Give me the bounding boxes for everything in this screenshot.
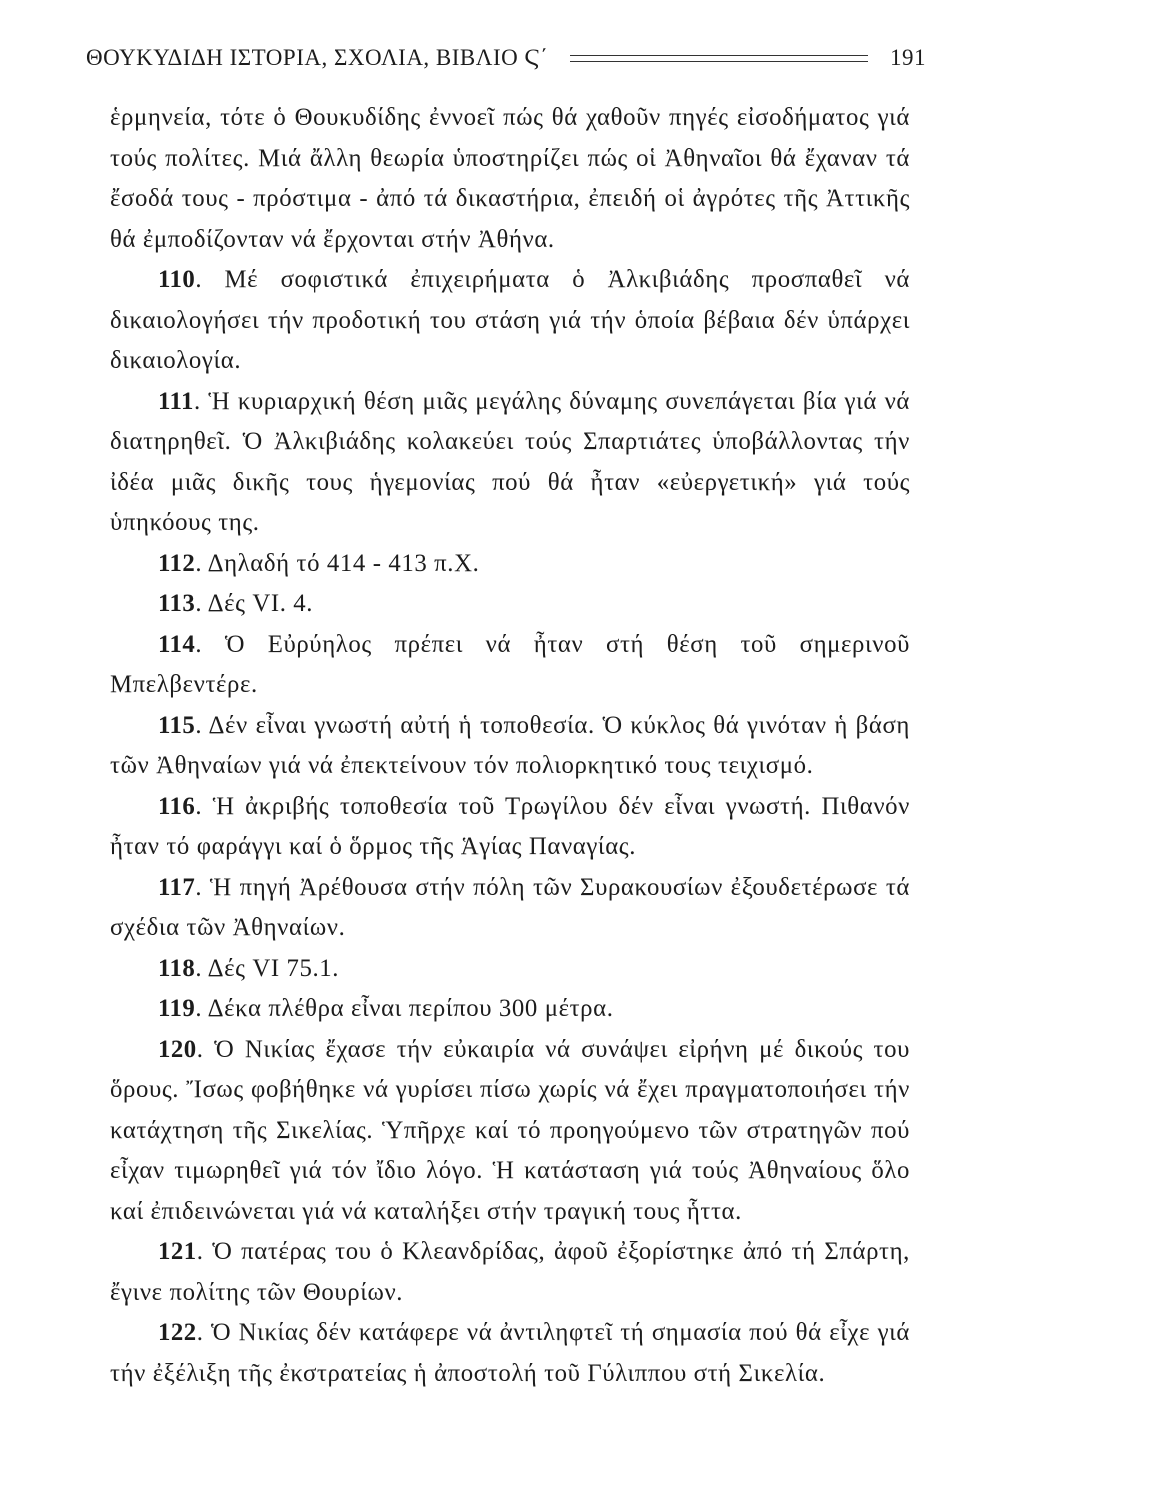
note-111	[110, 382, 910, 544]
note-number: 110	[158, 266, 196, 293]
note-number-dot: .	[195, 711, 209, 739]
note-113	[110, 584, 910, 625]
continued-paragraph: ἑρμηνεία, τότε ὁ Θουκυδίδης ἐννοεῖ πώς θά χαθοῦν πηγές εἰσοδήματος γιά τούς πολίτες. Μιά ἄλλη θεωρία ὑποστηρίζει πώς οἱ Ἀθηναῖοι θά ἔχαναν τά ἔσοδά τους - πρόστιμα - ἀπό τά δικαστήρια, ἐπειδή οἱ ἀγρότες τῆς Ἀττικῆς θά ἐμποδίζονταν νά ἔρχονται στήν Ἀθήνα.	[110, 104, 910, 253]
note-text: Ἡ κυριαρχική θέση μιᾶς μεγάλης δύναμης συνεπάγεται βία γιά νά διατηρηθεῖ. Ὁ Ἀλκιβιάδης κολακεύει τούς Σπαρτιάτες ὑποβάλλοντας τήν ἰδέα μιᾶς δικῆς τους ἡγεμονίας πού θά ἦταν «εὐεργετική» γιά τούς ὑπηκόους της.	[110, 387, 910, 536]
note-121	[110, 1232, 910, 1313]
note-number-dot: .	[196, 1238, 213, 1265]
note-117	[110, 868, 910, 949]
note-text: Δές VI 75.1.	[207, 954, 340, 982]
note-number-dot: .	[195, 873, 210, 901]
note-text: Δέκα πλέθρα εἶναι περίπου 300 μέτρα.	[207, 995, 614, 1022]
page-number: 191	[890, 45, 926, 70]
note-number-dot: .	[196, 1035, 215, 1063]
note-number-dot: .	[195, 549, 208, 577]
note-114	[110, 625, 910, 706]
note-116	[110, 787, 910, 868]
note-119	[110, 989, 910, 1030]
note-number: 112	[158, 549, 196, 577]
note-number-dot: .	[195, 995, 208, 1022]
header-double-rule	[570, 55, 868, 62]
note-number: 116	[158, 792, 196, 820]
note-text: Ὁ Νικίας δέν κατάφερε νά ἀντιληφτεῖ τή σημασία πού θά εἶχε γιά τήν ἐξέλιξη τῆς ἐκστρατείας ἡ ἀποστολή τοῦ Γύλιππου στή Σικελία.	[110, 1319, 910, 1387]
note-number: 114	[158, 630, 196, 658]
note-text: Δές VI. 4.	[207, 590, 314, 617]
note-112	[110, 544, 910, 585]
note-118	[110, 949, 910, 990]
note-number: 119	[158, 995, 196, 1022]
note-number: 115	[158, 711, 196, 739]
note-number-dot: .	[196, 1319, 211, 1346]
note-text: Ὁ πατέρας του ὁ Κλεανδρίδας, ἀφοῦ ἐξορίστηκε ἀπό τή Σπάρτη, ἔγινε πολίτης τῶν Θουρίων.	[110, 1238, 910, 1306]
note-number: 118	[158, 954, 196, 982]
note-text: Ἡ πηγή Ἀρέθουσα στήν πόλη τῶν Συρακουσίων ἐξουδετέρωσε τά σχέδια τῶν Ἀθηναίων.	[110, 873, 910, 941]
note-number-dot: .	[193, 387, 209, 415]
note-number: 111	[158, 387, 194, 415]
note-number: 121	[158, 1238, 197, 1265]
note-115	[110, 706, 910, 787]
note-122	[110, 1313, 910, 1394]
note-text: Ὁ Εὐρύηλος πρέπει νά ἦταν στή θέση τοῦ σημερινοῦ Μπελβεντέρε.	[110, 630, 910, 698]
note-number-dot: .	[195, 590, 208, 617]
notes-body	[110, 98, 910, 1394]
note-text: Δέν εἶναι γνωστή αὐτή ἡ τοποθεσία. Ὁ κύκλος θά γινόταν ἡ βάση τῶν Ἀθηναίων γιά νά ἐπεκτείνουν τόν πολιορκητικό τους τειχισμό.	[110, 711, 910, 779]
note-number: 113	[158, 590, 196, 617]
note-text: Μέ σοφιστικά ἐπιχειρήματα ὁ Ἀλκιβιάδης προσπαθεῖ νά δικαιολογήσει τήν προδοτική του στάση γιά τήν ὁποία βέβαια δέν ὑπάρχει δικαιολογία.	[110, 266, 910, 374]
note-120	[110, 1030, 910, 1233]
running-title: ΘΟΥΚΥΔΙΔΗ ΙΣΤΟΡΙΑ, ΣΧΟΛΙΑ, ΒΙΒΛΙΟ Ϛ΄	[86, 45, 549, 70]
running-header	[86, 38, 926, 78]
note-number-dot: .	[195, 266, 225, 293]
note-number: 122	[158, 1319, 197, 1346]
note-text: Ἡ ἀκριβής τοποθεσία τοῦ Τρωγίλου δέν εἶναι γνωστή. Πιθανόν ἦταν τό φαράγγι καί ὁ ὅρμος τῆς Ἁγίας Παναγίας.	[110, 792, 910, 860]
note-number-dot: .	[195, 630, 225, 658]
note-number: 117	[158, 873, 196, 901]
note-number: 120	[158, 1035, 197, 1063]
note-text: Ὁ Νικίας ἔχασε τήν εὐκαιρία νά συνάψει εἰρήνη μέ δικούς του ὅρους. Ἴσως φοβήθηκε νά γυρίσει πίσω χωρίς νά ἔχει πραγματοποιήσει τήν κατάχτηση τῆς Σικελίας. Ὑπῆρχε καί τό προηγούμενο τῶν στρατηγῶν πού εἶχαν τιμωρηθεῖ γιά τόν ἴδιο λόγο. Ἡ κατάσταση γιά τούς Ἀθηναίους ὅλο καί ἐπιδεινώνεται γιά νά καταλήξει στήν τραγική τους ἧττα.	[110, 1035, 910, 1225]
note-text: Δηλαδή τό 414 - 413 π.Χ.	[207, 549, 480, 577]
note-110	[110, 260, 910, 382]
note-number-dot: .	[195, 954, 208, 982]
note-number-dot: .	[195, 792, 213, 820]
